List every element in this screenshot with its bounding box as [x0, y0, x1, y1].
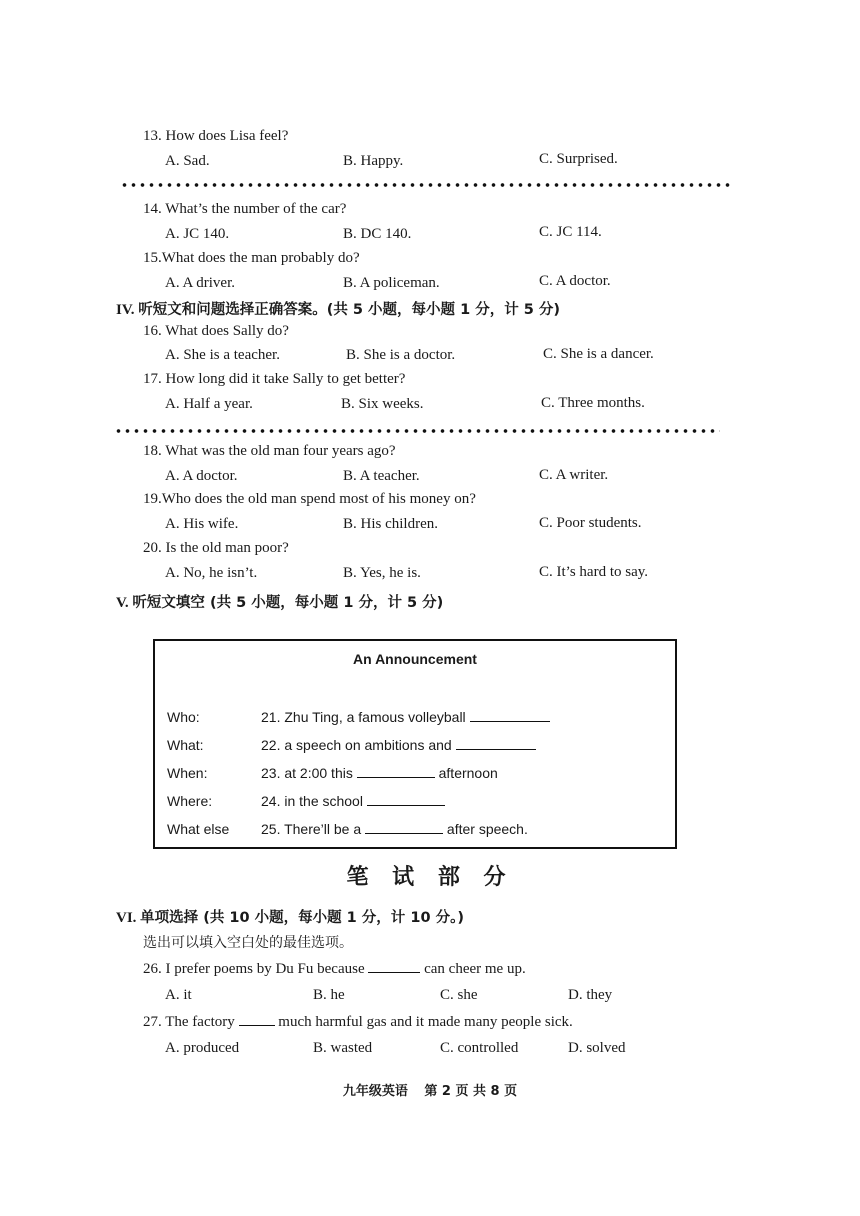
section-v-heading — [116, 591, 443, 612]
q27-text-before: 27. The factory — [143, 1014, 235, 1030]
blank-21[interactable] — [470, 709, 550, 722]
q27-option-a: A. produced — [165, 1040, 240, 1056]
dotted-separator — [114, 428, 720, 434]
question-27-stem — [143, 1013, 573, 1031]
row-label-what-else: What else — [167, 821, 230, 837]
section-iv-heading — [116, 298, 560, 319]
row-text-23 — [261, 765, 498, 781]
q27-blank[interactable] — [239, 1013, 275, 1026]
section-vi-heading — [116, 906, 464, 927]
blank-25[interactable] — [365, 821, 443, 834]
q19-option-b: B. His children. — [343, 516, 438, 532]
q17-option-a: A. Half a year. — [165, 396, 253, 412]
question-19-stem: 19.Who does the old man spend most of his money on? — [143, 491, 476, 507]
question-17-stem: 17. How long did it take Sally to get better? — [143, 371, 406, 387]
section-vi-number: VI. — [116, 910, 137, 926]
footer-page-number: 第 2 页 共 8 页 — [424, 1084, 518, 1099]
q27-text-after: much harmful gas and it made many people sick. — [278, 1014, 573, 1030]
item-23-text: 23. at 2:00 this — [261, 765, 353, 781]
question-26-stem — [143, 960, 526, 978]
q27-option-d: D. solved — [568, 1040, 626, 1056]
item-22-text: 22. a speech on ambitions and — [261, 737, 452, 753]
section-v-number: V. — [116, 595, 129, 611]
q26-option-c: C. she — [440, 987, 478, 1003]
item-25-text: 25. There’ll be a — [261, 821, 362, 837]
row-text-25 — [261, 821, 528, 837]
q27-option-b: B. wasted — [313, 1040, 373, 1056]
item-21-text: 21. Zhu Ting, a famous volleyball — [261, 709, 466, 725]
q14-option-b: B. DC 140. — [343, 226, 412, 242]
q15-option-c: C. A doctor. — [539, 273, 611, 289]
q13-option-a: A. Sad. — [165, 153, 210, 169]
q20-option-a: A. No, he isn’t. — [165, 565, 258, 581]
footer-subject: 九年级英语 — [342, 1084, 408, 1099]
q26-option-a: A. it — [165, 987, 192, 1003]
q16-option-a: A. She is a teacher. — [165, 347, 280, 363]
q18-option-b: B. A teacher. — [343, 468, 420, 484]
question-18-stem: 18. What was the old man four years ago? — [143, 443, 396, 459]
question-20-stem: 20. Is the old man poor? — [143, 540, 289, 556]
q17-option-c: C. Three months. — [541, 395, 645, 411]
q20-option-b: B. Yes, he is. — [343, 565, 421, 581]
question-15-stem: 15.What does the man probably do? — [143, 250, 360, 266]
row-text-24 — [261, 793, 445, 809]
section-vi-instruction: 单项选择 (共 10 小题，每小题 1 分，计 10 分。) — [140, 910, 464, 926]
q15-option-a: A. A driver. — [165, 275, 235, 291]
row-label-what: What: — [167, 737, 204, 753]
page-footer — [0, 1080, 860, 1099]
row-label-who: Who: — [167, 709, 200, 725]
announcement-box — [153, 639, 677, 849]
q14-option-a: A. JC 140. — [165, 226, 230, 242]
q20-option-c: C. It’s hard to say. — [539, 564, 649, 580]
row-text-21 — [261, 709, 550, 725]
q26-blank[interactable] — [368, 960, 420, 973]
blank-23[interactable] — [357, 765, 435, 778]
q19-option-c: C. Poor students. — [539, 515, 642, 531]
section-v-instruction: 听短文填空 (共 5 小题，每小题 1 分，计 5 分) — [132, 595, 444, 611]
section-iv-instruction: 听短文和问题选择正确答案。(共 5 小题，每小题 1 分，计 5 分) — [138, 302, 561, 318]
question-16-stem: 16. What does Sally do? — [143, 323, 289, 339]
item-24-text: 24. in the school — [261, 793, 363, 809]
q18-option-a: A. A doctor. — [165, 468, 238, 484]
q15-option-b: B. A policeman. — [343, 275, 440, 291]
question-14-stem: 14. What’s the number of the car? — [143, 201, 347, 217]
q13-option-b: B. Happy. — [343, 153, 404, 169]
dotted-separator — [120, 182, 730, 188]
blank-24[interactable] — [367, 793, 445, 806]
q13-option-c: C. Surprised. — [539, 151, 618, 167]
q26-option-b: B. he — [313, 987, 345, 1003]
q14-option-c: C. JC 114. — [539, 224, 602, 240]
q26-text-after: can cheer me up. — [424, 961, 526, 977]
section-iv-number: IV. — [116, 302, 135, 318]
announcement-title: An Announcement — [353, 651, 477, 667]
q18-option-c: C. A writer. — [539, 467, 609, 483]
blank-22[interactable] — [456, 737, 536, 750]
row-text-22 — [261, 737, 536, 753]
q19-option-a: A. His wife. — [165, 516, 239, 532]
question-13-stem: 13. How does Lisa feel? — [143, 128, 289, 144]
written-part-heading: 笔 试 部 分 — [346, 865, 514, 890]
item-23-suffix: afternoon — [438, 765, 498, 781]
item-25-suffix: after speech. — [446, 821, 528, 837]
q16-option-c: C. She is a dancer. — [543, 346, 654, 362]
q27-option-c: C. controlled — [440, 1040, 519, 1056]
q26-text-before: 26. I prefer poems by Du Fu because — [143, 961, 365, 977]
q26-option-d: D. they — [568, 987, 613, 1003]
row-label-when: When: — [167, 765, 208, 781]
section-vi-subinstruction: 选出可以填入空白处的最佳选项。 — [143, 935, 353, 951]
row-label-where: Where: — [167, 793, 213, 809]
q16-option-b: B. She is a doctor. — [346, 347, 456, 363]
q17-option-b: B. Six weeks. — [341, 396, 424, 412]
